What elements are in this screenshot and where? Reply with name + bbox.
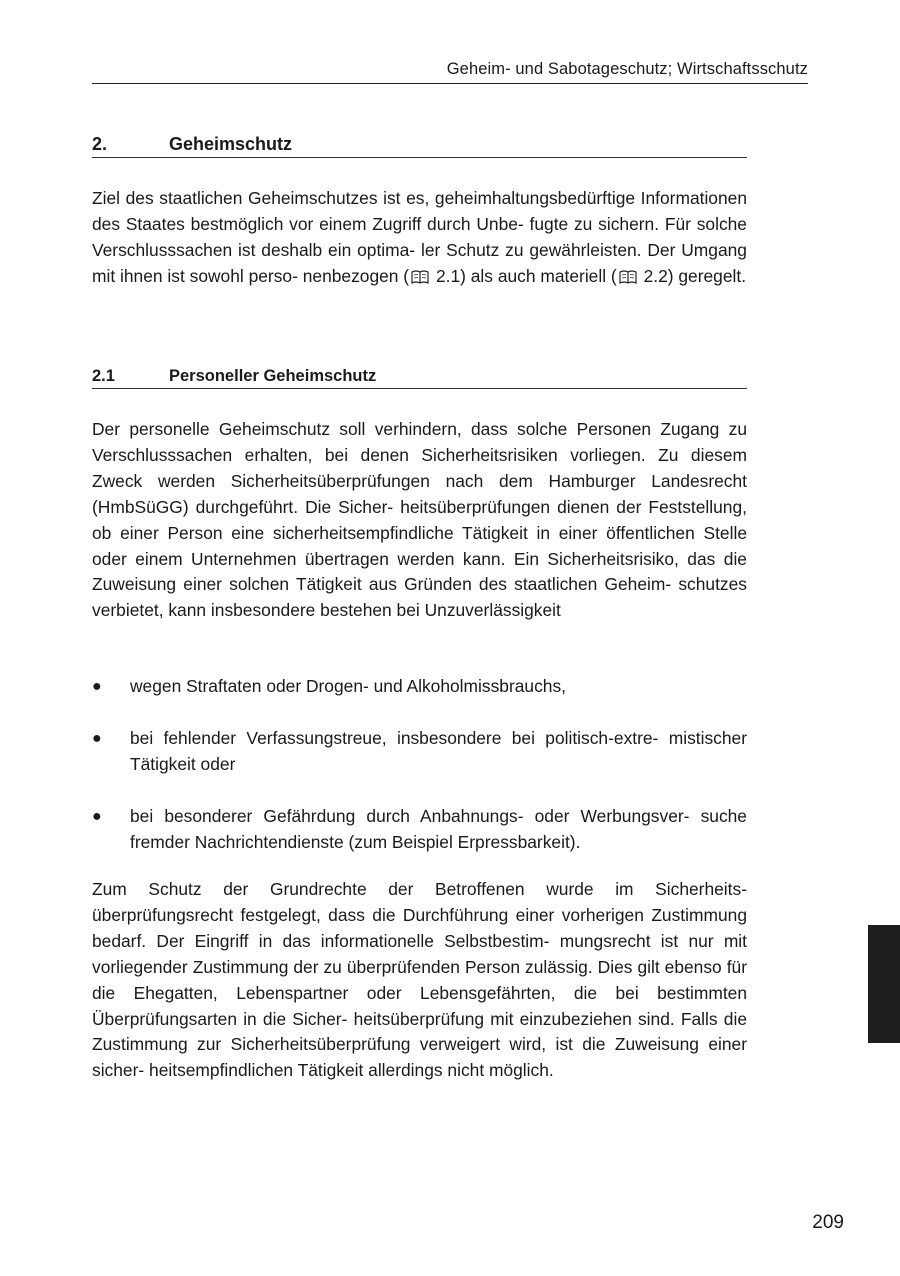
paragraph-text [92,877,747,1084]
subsection-heading [92,367,747,389]
bullet-text: bei fehlender Verfassungstreue, insbesondere bei politisch-extre- [130,727,659,748]
running-header: Geheim- und Sabotageschutz; Wirtschaftsschutz [92,60,808,84]
text-line: Lebensgefährten, die bei bestimmten Überprüfungsarten in die Sicher- [92,982,747,1029]
bullet-icon: ● [92,807,102,825]
subsection-title: Personeller Geheimschutz [169,367,377,385]
text-line: Ziel des staatlichen Geheimschutzes ist es, geheimhaltungsbedürftige [92,188,636,208]
text-line: Zugang zu Verschlusssachen erhalten, bei denen Sicherheitsrisiken [92,419,747,465]
intro-paragraph [92,186,747,290]
text-line: Zuweisung einer solchen Tätigkeit aus Gründen des staatlichen Geheim- [92,574,672,595]
text-line: heitsempfindlichen Tätigkeit allerdings nicht möglich. [149,1060,554,1081]
page-number: 209 [812,1212,844,1233]
list-item [92,804,747,856]
risk-list [92,674,747,856]
text-line: schutzes verbietet, kann insbesondere bestehen bei Unzuverlässigkeit [92,574,747,621]
list-item [92,726,747,778]
text-line: ler Schutz zu gewährleisten. Der Umgang mit ihnen ist sowohl perso- [92,239,747,286]
text-fragment: nenbezogen ( [302,265,410,286]
text-line: Zustimmung bedarf. Der Eingriff in das informationelle Selbstbestim- [92,904,747,951]
text-line: dem Hamburger Landesrecht (HmbSüGG) durchgeführt. Die Sicher- [92,470,747,517]
text-line: mungsrecht ist nur mit vorliegender Zustimmung der zu überprüfenden [92,930,747,977]
text-line: Sicherheitsüberprüfung verweigert wird, ist die Zuweisung einer sicher- [92,1034,747,1081]
text-line: sicherheitsempfindliche Tätigkeit in einer öffentlichen Stelle oder einem [92,522,747,569]
text-line: fugte zu sichern. Für solche Verschlusssachen ist deshalb ein optima- [92,213,747,260]
book-icon [619,270,637,283]
cross-reference: 2.2 [643,265,668,286]
subsection-number: 2.1 [92,367,115,385]
text-line: Unternehmen übertragen werden kann. Ein Sicherheitsrisiko, das die [191,548,747,569]
text-line: Der personelle Geheimschutz soll verhindern, dass solche Personen [92,419,652,439]
book-icon [411,270,429,283]
section-title: Geheimschutz [169,134,293,154]
bullet-list [92,674,747,856]
bullet-text: bei besonderer Gefährdung durch Anbahnungs- oder Werbungsver- [130,805,690,826]
paragraph-personnel [92,417,747,624]
bullet-icon: ● [92,729,102,747]
text-line-last [303,266,746,286]
text-line: überprüfungsrecht festgelegt, dass die Durchführung einer vorherigen [92,904,644,925]
text-line: Zum Schutz der Grundrechte der Betroffenen wurde im Sicherheits- [92,879,747,899]
paragraph-text [92,417,747,624]
section-geheimschutz [92,134,747,158]
text-line: heitsüberprüfungen dienen der Feststellung, ob einer Person eine [92,496,747,543]
text-line: heitsüberprüfung mit einzubeziehen sind. Falls die Zustimmung zur [92,1008,747,1055]
chapter-thumb-tab [868,925,900,1043]
text-line: Person zulässig. Dies gilt ebenso für die Ehegatten, Lebenspartner oder [92,956,747,1003]
list-item [92,674,747,700]
text-line: Informationen des Staates bestmöglich vor einem Zugriff durch Unbe- [92,188,747,234]
bullet-text: mistischer Tätigkeit oder [130,727,747,774]
bullet-icon: ● [92,678,102,695]
cross-reference: 2.1 [435,265,461,286]
intro-text [92,186,747,290]
text-fragment: ) als auch materiell ( [460,265,617,286]
bullet-text: suche fremder Nachrichtendienste (zum Beispiel Erpressbarkeit). [130,805,747,852]
paragraph-consent [92,877,747,1084]
text-line: vorliegen. Zu diesem Zweck werden Sicherheitsüberprüfungen nach [92,444,747,491]
text-fragment: ) geregelt. [667,265,747,286]
section-heading [92,134,747,158]
bullet-text: wegen Straftaten oder Drogen- und Alkoholmissbrauchs, [130,676,566,696]
section-number: 2. [92,134,108,154]
section-personeller-geheimschutz [92,367,747,389]
